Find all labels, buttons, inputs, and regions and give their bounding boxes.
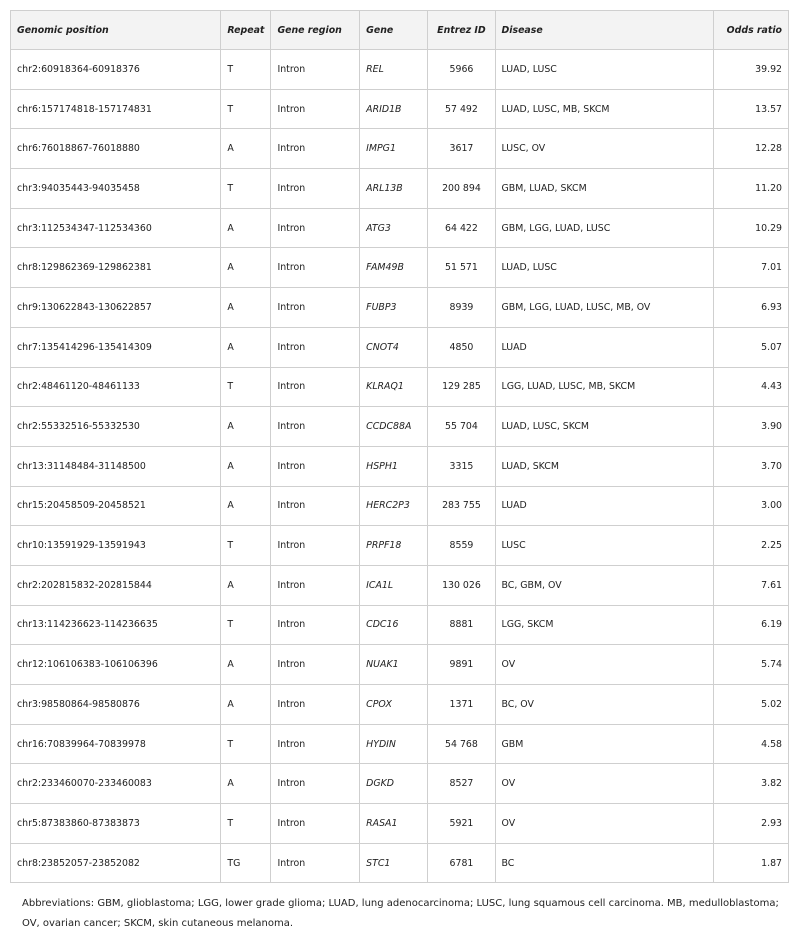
table-row xyxy=(11,724,789,764)
cell-odds-ratio: 3.90 xyxy=(713,407,788,447)
cell-disease: BC xyxy=(495,843,713,883)
abbreviations-footnote: Abbreviations: GBM, glioblastoma; LGG, lower grade glioma; LUAD, lung adenocarcinoma; LUSC, lung squamous cell carcinoma. MB, medulloblastoma; OV, ovarian cancer; SKCM, skin cutaneous melanoma. xyxy=(22,898,779,929)
cell-genomic-position: chr2:202815832-202815844 xyxy=(11,565,221,605)
cell-genomic-position: chr3:94035443-94035458 xyxy=(11,169,221,209)
cell-gene-region: Intron xyxy=(271,486,360,526)
table-row xyxy=(11,50,789,90)
header-row xyxy=(11,11,789,50)
cell-disease: OV xyxy=(495,764,713,804)
cell-disease: GBM xyxy=(495,724,713,764)
cell-gene: CDC16 xyxy=(360,605,428,645)
cell-genomic-position: chr5:87383860-87383873 xyxy=(11,804,221,844)
cell-repeat: A xyxy=(221,129,271,169)
cell-repeat: A xyxy=(221,208,271,248)
cell-odds-ratio: 4.43 xyxy=(713,367,788,407)
cell-repeat: A xyxy=(221,685,271,725)
cell-gene-region: Intron xyxy=(271,804,360,844)
genomic-positions-table xyxy=(10,10,789,883)
cell-entrez-id: 51 571 xyxy=(428,248,495,288)
cell-gene-region: Intron xyxy=(271,526,360,566)
cell-disease: LUAD, LUSC, MB, SKCM xyxy=(495,89,713,129)
cell-genomic-position: chr16:70839964-70839978 xyxy=(11,724,221,764)
cell-gene-region: Intron xyxy=(271,248,360,288)
cell-gene: PRPF18 xyxy=(360,526,428,566)
cell-genomic-position: chr2:55332516-55332530 xyxy=(11,407,221,447)
cell-entrez-id: 1371 xyxy=(428,685,495,725)
cell-entrez-id: 4850 xyxy=(428,327,495,367)
cell-repeat: A xyxy=(221,407,271,447)
cell-genomic-position: chr13:31148484-31148500 xyxy=(11,446,221,486)
cell-odds-ratio: 5.07 xyxy=(713,327,788,367)
cell-repeat: A xyxy=(221,565,271,605)
table-body xyxy=(11,50,789,883)
cell-gene: ICA1L xyxy=(360,565,428,605)
cell-disease: LUSC xyxy=(495,526,713,566)
cell-odds-ratio: 5.02 xyxy=(713,685,788,725)
cell-odds-ratio: 2.25 xyxy=(713,526,788,566)
cell-gene-region: Intron xyxy=(271,605,360,645)
cell-disease: BC, OV xyxy=(495,685,713,725)
cell-disease: LUAD, LUSC xyxy=(495,248,713,288)
cell-gene-region: Intron xyxy=(271,288,360,328)
cell-odds-ratio: 3.82 xyxy=(713,764,788,804)
cell-gene-region: Intron xyxy=(271,724,360,764)
cell-entrez-id: 9891 xyxy=(428,645,495,685)
cell-disease: GBM, LGG, LUAD, LUSC xyxy=(495,208,713,248)
table-row xyxy=(11,843,789,883)
cell-genomic-position: chr15:20458509-20458521 xyxy=(11,486,221,526)
table-row xyxy=(11,645,789,685)
cell-gene-region: Intron xyxy=(271,208,360,248)
header-genomic-position: Genomic position xyxy=(11,11,221,50)
cell-entrez-id: 129 285 xyxy=(428,367,495,407)
cell-entrez-id: 8559 xyxy=(428,526,495,566)
cell-disease: LGG, SKCM xyxy=(495,605,713,645)
cell-entrez-id: 64 422 xyxy=(428,208,495,248)
header-gene-region: Gene region xyxy=(271,11,360,50)
cell-repeat: A xyxy=(221,446,271,486)
table-row xyxy=(11,169,789,209)
cell-disease: LUAD xyxy=(495,327,713,367)
cell-gene-region: Intron xyxy=(271,367,360,407)
cell-entrez-id: 5966 xyxy=(428,50,495,90)
cell-entrez-id: 57 492 xyxy=(428,89,495,129)
cell-odds-ratio: 3.70 xyxy=(713,446,788,486)
cell-repeat: A xyxy=(221,327,271,367)
cell-repeat: T xyxy=(221,50,271,90)
cell-gene-region: Intron xyxy=(271,89,360,129)
cell-entrez-id: 283 755 xyxy=(428,486,495,526)
cell-repeat: TG xyxy=(221,843,271,883)
cell-odds-ratio: 1.87 xyxy=(713,843,788,883)
cell-gene-region: Intron xyxy=(271,407,360,447)
cell-genomic-position: chr3:112534347-112534360 xyxy=(11,208,221,248)
cell-genomic-position: chr9:130622843-130622857 xyxy=(11,288,221,328)
cell-repeat: T xyxy=(221,89,271,129)
cell-gene-region: Intron xyxy=(271,446,360,486)
cell-gene: STC1 xyxy=(360,843,428,883)
cell-gene-region: Intron xyxy=(271,764,360,804)
table-row xyxy=(11,248,789,288)
cell-genomic-position: chr7:135414296-135414309 xyxy=(11,327,221,367)
table-row xyxy=(11,764,789,804)
cell-entrez-id: 8939 xyxy=(428,288,495,328)
cell-odds-ratio: 13.57 xyxy=(713,89,788,129)
cell-entrez-id: 8881 xyxy=(428,605,495,645)
cell-genomic-position: chr3:98580864-98580876 xyxy=(11,685,221,725)
table-row xyxy=(11,605,789,645)
cell-gene: ATG3 xyxy=(360,208,428,248)
cell-gene: ARID1B xyxy=(360,89,428,129)
table-row xyxy=(11,407,789,447)
cell-disease: BC, GBM, OV xyxy=(495,565,713,605)
cell-gene: RASA1 xyxy=(360,804,428,844)
header-odds-ratio: Odds ratio xyxy=(713,11,788,50)
cell-repeat: T xyxy=(221,605,271,645)
table-row xyxy=(11,526,789,566)
cell-entrez-id: 200 894 xyxy=(428,169,495,209)
cell-gene: NUAK1 xyxy=(360,645,428,685)
cell-genomic-position: chr2:48461120-48461133 xyxy=(11,367,221,407)
cell-odds-ratio: 6.19 xyxy=(713,605,788,645)
cell-repeat: T xyxy=(221,724,271,764)
cell-gene-region: Intron xyxy=(271,565,360,605)
cell-genomic-position: chr2:60918364-60918376 xyxy=(11,50,221,90)
table-row xyxy=(11,89,789,129)
table-row xyxy=(11,327,789,367)
cell-genomic-position: chr10:13591929-13591943 xyxy=(11,526,221,566)
cell-entrez-id: 5921 xyxy=(428,804,495,844)
table-row xyxy=(11,446,789,486)
table-row xyxy=(11,129,789,169)
cell-repeat: A xyxy=(221,248,271,288)
cell-entrez-id: 3617 xyxy=(428,129,495,169)
table-row xyxy=(11,804,789,844)
cell-gene-region: Intron xyxy=(271,50,360,90)
cell-gene: HERC2P3 xyxy=(360,486,428,526)
cell-repeat: T xyxy=(221,804,271,844)
cell-gene: CPOX xyxy=(360,685,428,725)
cell-genomic-position: chr8:23852057-23852082 xyxy=(11,843,221,883)
cell-entrez-id: 55 704 xyxy=(428,407,495,447)
cell-genomic-position: chr6:76018867-76018880 xyxy=(11,129,221,169)
cell-gene: HYDIN xyxy=(360,724,428,764)
cell-gene: KLRAQ1 xyxy=(360,367,428,407)
cell-gene: FUBP3 xyxy=(360,288,428,328)
table-row xyxy=(11,486,789,526)
table-row xyxy=(11,565,789,605)
header-disease: Disease xyxy=(495,11,713,50)
cell-repeat: T xyxy=(221,526,271,566)
cell-odds-ratio: 7.61 xyxy=(713,565,788,605)
header-gene: Gene xyxy=(360,11,428,50)
cell-gene-region: Intron xyxy=(271,685,360,725)
cell-disease: LUSC, OV xyxy=(495,129,713,169)
table-row xyxy=(11,288,789,328)
cell-disease: LUAD xyxy=(495,486,713,526)
cell-gene: ARL13B xyxy=(360,169,428,209)
cell-odds-ratio: 5.74 xyxy=(713,645,788,685)
cell-disease: GBM, LGG, LUAD, LUSC, MB, OV xyxy=(495,288,713,328)
table-row xyxy=(11,367,789,407)
cell-genomic-position: chr2:233460070-233460083 xyxy=(11,764,221,804)
cell-odds-ratio: 39.92 xyxy=(713,50,788,90)
cell-genomic-position: chr6:157174818-157174831 xyxy=(11,89,221,129)
cell-gene-region: Intron xyxy=(271,327,360,367)
cell-odds-ratio: 3.00 xyxy=(713,486,788,526)
cell-odds-ratio: 7.01 xyxy=(713,248,788,288)
cell-repeat: T xyxy=(221,169,271,209)
cell-gene: CCDC88A xyxy=(360,407,428,447)
cell-repeat: A xyxy=(221,645,271,685)
cell-genomic-position: chr8:129862369-129862381 xyxy=(11,248,221,288)
header-entrez-id: Entrez ID xyxy=(428,11,495,50)
cell-odds-ratio: 11.20 xyxy=(713,169,788,209)
cell-odds-ratio: 2.93 xyxy=(713,804,788,844)
cell-gene: FAM49B xyxy=(360,248,428,288)
cell-odds-ratio: 10.29 xyxy=(713,208,788,248)
table-header xyxy=(11,11,789,50)
cell-odds-ratio: 4.58 xyxy=(713,724,788,764)
cell-repeat: A xyxy=(221,764,271,804)
cell-repeat: A xyxy=(221,288,271,328)
cell-disease: LGG, LUAD, LUSC, MB, SKCM xyxy=(495,367,713,407)
cell-entrez-id: 6781 xyxy=(428,843,495,883)
cell-disease: OV xyxy=(495,804,713,844)
table-row xyxy=(11,208,789,248)
cell-disease: OV xyxy=(495,645,713,685)
cell-disease: LUAD, LUSC xyxy=(495,50,713,90)
cell-odds-ratio: 12.28 xyxy=(713,129,788,169)
cell-gene: HSPH1 xyxy=(360,446,428,486)
cell-genomic-position: chr12:106106383-106106396 xyxy=(11,645,221,685)
cell-disease: LUAD, SKCM xyxy=(495,446,713,486)
cell-disease: LUAD, LUSC, SKCM xyxy=(495,407,713,447)
header-repeat: Repeat xyxy=(221,11,271,50)
cell-disease: GBM, LUAD, SKCM xyxy=(495,169,713,209)
cell-odds-ratio: 6.93 xyxy=(713,288,788,328)
cell-gene: CNOT4 xyxy=(360,327,428,367)
cell-entrez-id: 8527 xyxy=(428,764,495,804)
cell-genomic-position: chr13:114236623-114236635 xyxy=(11,605,221,645)
cell-gene-region: Intron xyxy=(271,843,360,883)
cell-entrez-id: 3315 xyxy=(428,446,495,486)
cell-gene-region: Intron xyxy=(271,169,360,209)
cell-repeat: T xyxy=(221,367,271,407)
cell-gene-region: Intron xyxy=(271,129,360,169)
cell-gene: DGKD xyxy=(360,764,428,804)
cell-gene: REL xyxy=(360,50,428,90)
cell-gene-region: Intron xyxy=(271,645,360,685)
cell-entrez-id: 130 026 xyxy=(428,565,495,605)
cell-repeat: A xyxy=(221,486,271,526)
table-row xyxy=(11,685,789,725)
cell-entrez-id: 54 768 xyxy=(428,724,495,764)
cell-gene: IMPG1 xyxy=(360,129,428,169)
